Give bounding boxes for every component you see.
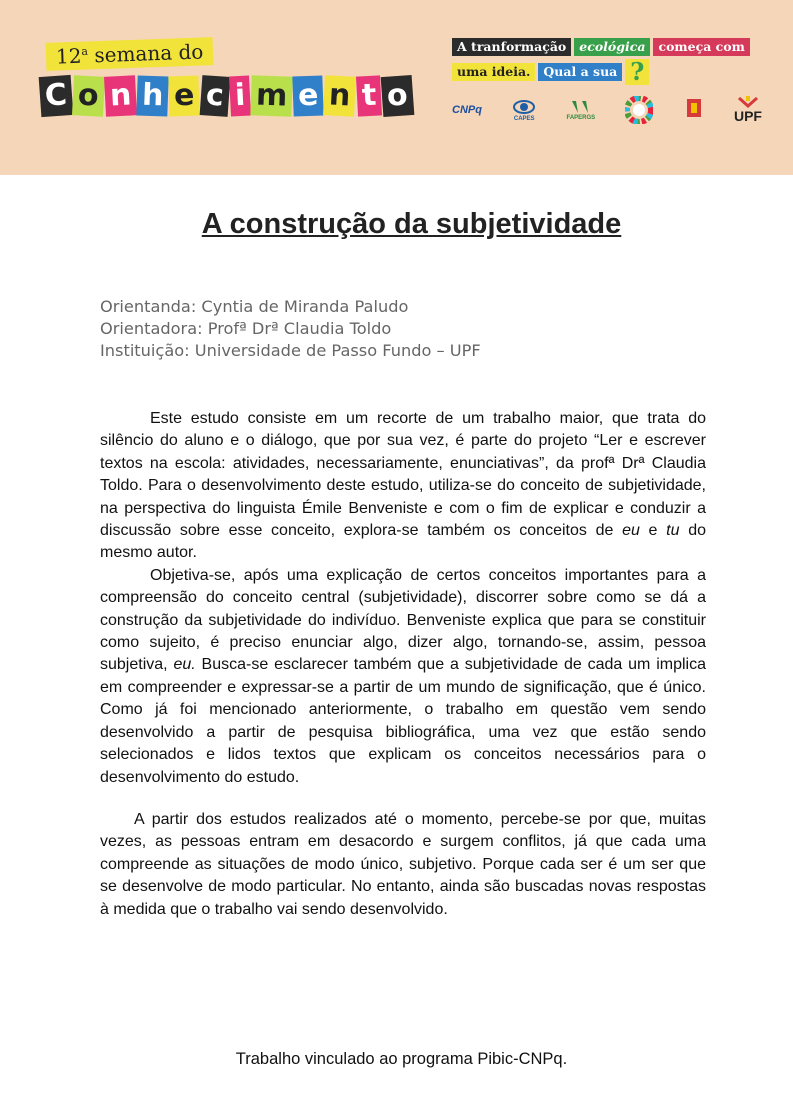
paragraph-2 — [100, 565, 706, 789]
event-edition-number: 12 — [55, 43, 82, 69]
question-mark: ? — [625, 59, 649, 85]
sdg-wheel-logo — [625, 96, 653, 124]
paragraph-text: do mesmo autor. — [100, 522, 706, 562]
slogan-part: Qual a sua — [538, 63, 622, 81]
letter-tile: n — [323, 75, 356, 117]
cnpq-logo-text: CNPq — [452, 104, 482, 116]
event-word-tiles — [40, 76, 414, 116]
slogan-part: A tranformação — [452, 38, 571, 56]
letter-tile: e — [169, 75, 201, 116]
event-edition-ordinal: a — [81, 44, 89, 59]
fapergs-logo-text: FAPERGS — [566, 115, 596, 121]
paragraph-text: Busca-se esclarecer também que a subjetividade de cada um implica em compreender e expressar-se a partir de um mundo de significação, que é único. Como já foi mencionado anteriormente, o trabalho em questão vem sendo desenvolvido a partir de pesquisa bibliográfica, uma vez que estão sendo selecionados e lidos textos que explicam os conceitos necessários para o desenvolvimento do estudo. — [100, 656, 707, 786]
sponsor-logos — [452, 92, 762, 128]
letter-tile: t — [356, 75, 382, 116]
letter-tile: m — [250, 75, 293, 116]
letter-tile: n — [104, 75, 137, 117]
letter-tile: o — [381, 75, 414, 117]
institutional-logo — [684, 97, 704, 123]
italic-term: eu — [622, 522, 640, 540]
fapergs-logo — [566, 99, 595, 121]
capes-logo-text: CAPES — [513, 116, 535, 122]
page-title: A construção da subjetividade — [201, 208, 622, 240]
capes-logo — [512, 98, 536, 122]
upf-logo — [734, 96, 762, 124]
institutional-emblem-icon — [684, 97, 704, 123]
paragraph-3: A partir dos estudos realizados até o momento, percebe-se por que, muitas vezes, as pessoas entram em desacordo e surgem conflitos, já que cada uma compreende as situações de modo único, subjetivo. Porque cada ser é um ser que se desenvolve de modo particular. No entanto, ainda são buscadas novas respostas à medida que o trabalho vai sendo desenvolvido. — [100, 810, 706, 918]
italic-term: tu — [666, 522, 680, 540]
letter-tile: e — [292, 75, 324, 116]
paragraph-text: Objetiva-se, após uma explicação de certos conceitos importantes para a compreensão do conceito central (subjetividade), discorrer sobre como se dá a construção da subjetividade do indivíduo. Benveniste explica que para se constituir como sujeito, é preciso enunciar algo, dizer algo, tornando-se, assim, pessoa subjetiva, — [100, 566, 706, 674]
paragraph-1 — [100, 408, 706, 565]
paragraph-text: e — [639, 522, 667, 540]
sdg-wheel-icon — [625, 96, 653, 124]
event-edition-label — [46, 37, 214, 71]
cnpq-logo — [452, 104, 482, 116]
slogan-part: começa com — [653, 38, 749, 56]
paragraph-text: Este estudo consiste em um recorte de um trabalho maior, que trata do silêncio do aluno e o diálogo, que por sua vez, é parte do projeto “Ler e escrever textos na escola: atividades, necessariamente, enunciativas”, da profª Drª Claudia Toldo. Para o desenvolvimento deste estudo, utiliza-se do conceito de subjetividade, na perspectiva do linguista Émile Benveniste e com o fim de explicar e conduzir a discussão sobre esse conceito, explora-se também os conceitos de — [100, 410, 706, 540]
letter-tile: C — [39, 75, 74, 117]
slogan-part: uma ideia. — [452, 63, 535, 81]
slogan-part: ecológica — [574, 38, 650, 56]
letter-tile: i — [228, 75, 250, 116]
italic-term: eu. — [173, 656, 196, 674]
event-logo — [40, 40, 410, 130]
slogan-row — [452, 59, 762, 85]
orientadora-line: Orientadora: Profª Drª Claudia Toldo — [100, 319, 392, 338]
event-tagline: semana do — [87, 39, 204, 68]
letter-tile: h — [136, 75, 169, 116]
capes-emblem-icon — [512, 98, 536, 116]
orientanda-line: Orientanda: Cyntia de Miranda Paludo — [100, 297, 409, 316]
fapergs-emblem-icon — [568, 99, 594, 115]
upf-emblem-icon — [737, 96, 759, 108]
slogan — [452, 38, 762, 88]
abstract-body — [100, 408, 706, 921]
upf-logo-text: UPF — [733, 108, 762, 124]
letter-tile: c — [199, 75, 230, 117]
instituicao-line: Instituição: Universidade de Passo Fundo – UPF — [100, 341, 481, 360]
letter-tile: o — [72, 75, 105, 117]
slogan-row — [452, 38, 762, 56]
footer-note: Trabalho vinculado ao programa Pibic-CNPq. — [235, 1050, 568, 1068]
header-wave-edge — [0, 150, 793, 180]
author-info — [100, 296, 720, 362]
